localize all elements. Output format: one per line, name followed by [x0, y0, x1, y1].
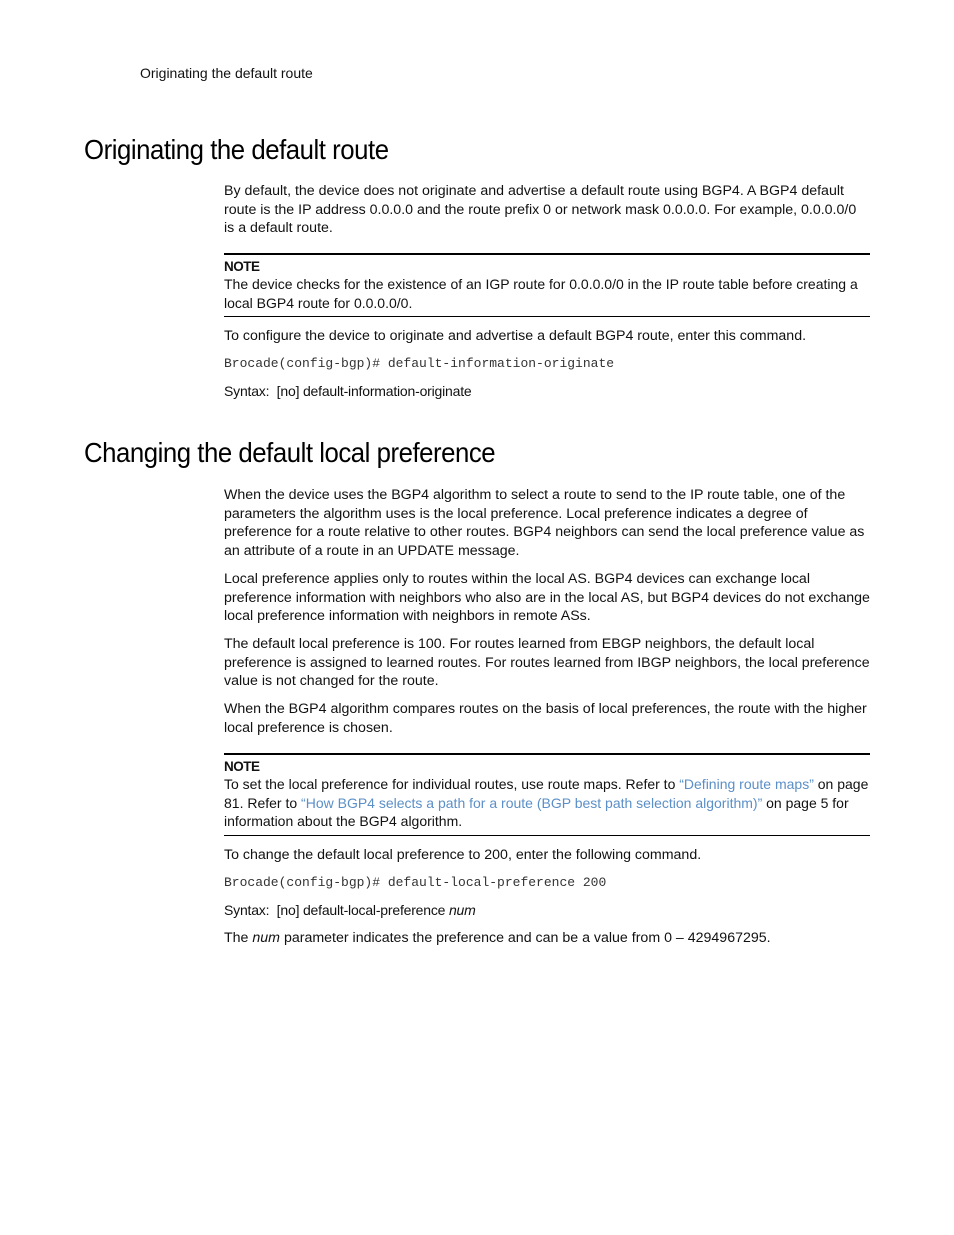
paragraph-default-100: The default local preference is 100. For routes learned from EBGP neighbors, the default local preference is assigned to learned routes. For routes learned from IBGP neighbors, the local preference value is not changed for the route. — [224, 635, 870, 690]
paragraph-higher-preference: When the BGP4 algorithm compares routes on the basis of local preferences, the route with the higher local preference is chosen. — [224, 701, 867, 736]
note-text-part2: on page 81. Refer to — [224, 776, 869, 811]
param-suffix: parameter indicates the preference and can be a value from 0 – 4294967295. — [280, 930, 771, 946]
syntax-parameter: num — [448, 902, 476, 918]
change-instruction — [224, 846, 870, 865]
section-title-originating-default-route: Originating the default route — [84, 134, 389, 165]
syntax-default-information-originate: Syntax: [no] default-information-originate — [224, 383, 472, 399]
param-prefix: The — [224, 930, 253, 946]
configure-text: To configure the device to originate and advertise a default BGP4 route, enter this command. — [224, 328, 807, 344]
configure-instruction — [224, 327, 870, 346]
syntax-default-local-preference: Syntax: [no] default-local-preference num — [224, 902, 476, 918]
syntax-no-keyword: no — [280, 383, 296, 399]
note-label: NOTE — [224, 759, 260, 774]
link-defining-route-maps[interactable]: “Defining route maps” — [679, 776, 814, 792]
section2-body — [224, 486, 870, 737]
syntax-command: default-information-originate — [302, 383, 472, 399]
note-label: NOTE — [224, 259, 260, 274]
paragraph-bgp4-algorithm: When the device uses the BGP4 algorithm to select a route to send to the IP route table, one of the parameters the algorithm uses is the local preference. Local preference indicates a degree of preference for a route relative to other routes. BGP4 neighbors can send the local preference value as an attribute of a route in an UPDATE message. — [224, 487, 865, 560]
paragraph-local-as: Local preference applies only to routes within the local AS. BGP4 devices can exchange local preference information with neighbors who also are in the local AS, but BGP4 devices do not exchange local preference information with neighbors in remote ASs. — [224, 570, 870, 625]
note-text-part1: To set the local preference for individual routes, use route maps. Refer to — [224, 776, 680, 792]
code-default-information-originate: Brocade(config-bgp)# default-information-originate — [224, 356, 615, 371]
intro-paragraph: By default, the device does not originate and advertise a default route using BGP4. A BGP4 default route is the IP address 0.0.0.0 and the route prefix 0 or network mask 0.0.0.0. For example, 0.0.0.0/0 is a default route. — [224, 183, 857, 237]
link-bgp4-path-selection[interactable]: “How BGP4 selects a path for a route (BGP best path selection algorithm)” — [301, 794, 763, 811]
syntax-command: default-local-preference — [302, 902, 446, 918]
parameter-description — [224, 929, 870, 948]
code-default-local-preference: Brocade(config-bgp)# default-local-preference 200 — [224, 875, 607, 890]
syntax-label: Syntax: — [224, 383, 270, 399]
note-box-route-maps — [224, 753, 870, 836]
running-header: Originating the default route — [140, 65, 313, 81]
syntax-label: Syntax: — [224, 902, 270, 918]
note-box-igp-route — [224, 253, 870, 317]
note-text: The device checks for the existence of an IGP route for 0.0.0.0/0 in the IP route table before creating a local BGP4 route for 0.0.0.0/0. — [224, 276, 858, 311]
syntax-no-keyword: no — [280, 902, 296, 918]
section-title-changing-local-preference: Changing the default local preference — [84, 437, 496, 468]
change-text: To change the default local preference to 200, enter the following command. — [224, 847, 702, 863]
section1-intro — [224, 182, 870, 238]
note-text-part3: on page 5 for information about the BGP4 algorithm. — [224, 794, 849, 830]
param-name: num — [252, 930, 280, 946]
